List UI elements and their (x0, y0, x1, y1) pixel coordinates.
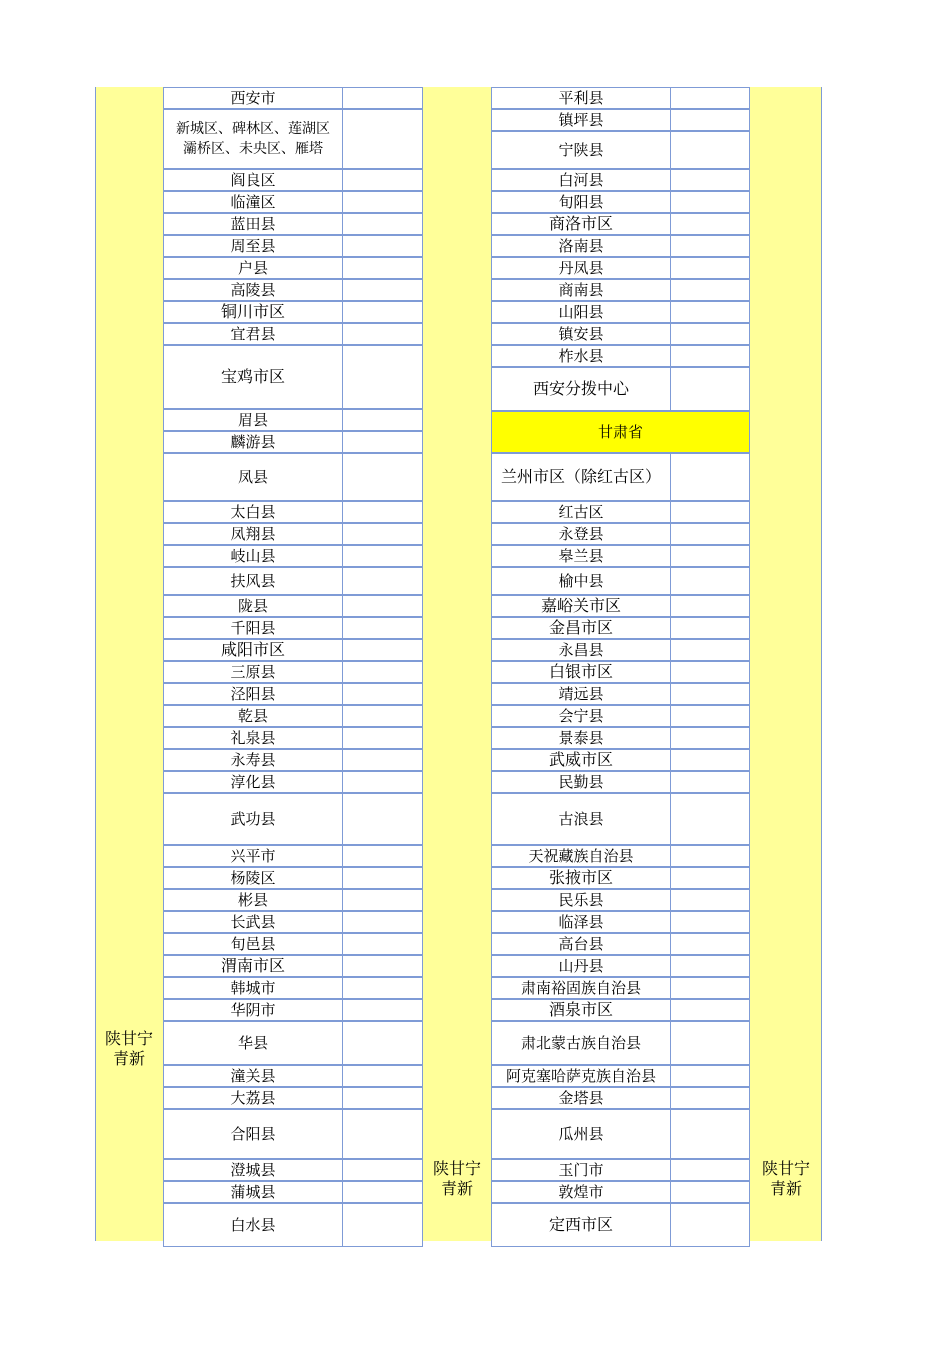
area-extra-cell (343, 1022, 423, 1064)
area-extra-cell (671, 1000, 750, 1020)
area-name: 周至县 (163, 236, 343, 256)
area-name: 会宁县 (491, 706, 671, 726)
area-extra-cell (671, 1204, 750, 1246)
area-extra-cell (671, 1022, 750, 1064)
area-extra-cell (671, 502, 750, 522)
table-row (491, 999, 750, 1021)
province-header (491, 411, 750, 453)
area-extra-cell (343, 640, 423, 660)
table-row (491, 169, 750, 191)
area-extra-cell (343, 596, 423, 616)
area-extra-cell (671, 706, 750, 726)
area-extra-cell (343, 454, 423, 500)
table-row (163, 639, 423, 661)
area-extra-cell (343, 1088, 423, 1108)
area-name: 酒泉市区 (491, 1000, 671, 1020)
area-extra-cell (671, 890, 750, 910)
area-name: 阎良区 (163, 170, 343, 190)
area-extra-cell (671, 568, 750, 594)
area-name: 阿克塞哈萨克族自治县 (491, 1066, 671, 1086)
area-extra-cell (671, 258, 750, 278)
area-name: 旬阳县 (491, 192, 671, 212)
region-label-middle: 陕甘宁 青新 (432, 1159, 481, 1198)
table-row (491, 345, 750, 367)
table-row (491, 749, 750, 771)
table-row (491, 131, 750, 169)
table-row (491, 867, 750, 889)
area-name: 凤县 (163, 454, 343, 500)
area-extra-cell (343, 684, 423, 704)
area-extra-cell (343, 302, 423, 322)
area-extra-cell (343, 706, 423, 726)
area-name: 兴平市 (163, 846, 343, 866)
table-row (491, 257, 750, 279)
table-row (491, 1159, 750, 1181)
area-name: 泾阳县 (163, 684, 343, 704)
area-name: 丹凤县 (491, 258, 671, 278)
area-name: 民乐县 (491, 890, 671, 910)
table-row (491, 545, 750, 567)
area-name: 乾县 (163, 706, 343, 726)
right-column (491, 87, 750, 1241)
area-name: 武功县 (163, 794, 343, 844)
area-name: 镇安县 (491, 324, 671, 344)
area-extra-cell (343, 846, 423, 866)
table-row (163, 617, 423, 639)
area-name: 宜君县 (163, 324, 343, 344)
table-row (491, 109, 750, 131)
table-row (163, 999, 423, 1021)
table-row (491, 87, 750, 109)
area-extra-cell (671, 302, 750, 322)
area-extra-cell (343, 1182, 423, 1202)
area-name: 澄城县 (163, 1160, 343, 1180)
area-extra-cell (343, 662, 423, 682)
area-name: 民勤县 (491, 772, 671, 792)
area-name: 白水县 (163, 1204, 343, 1246)
area-extra-cell (343, 934, 423, 954)
area-name: 商洛市区 (491, 214, 671, 234)
area-name: 华阴市 (163, 1000, 343, 1020)
area-name: 红古区 (491, 502, 671, 522)
area-extra-cell (343, 1066, 423, 1086)
area-extra-cell (671, 214, 750, 234)
area-name: 彬县 (163, 890, 343, 910)
table-row (491, 683, 750, 705)
area-name: 敦煌市 (491, 1182, 671, 1202)
area-extra-cell (671, 956, 750, 976)
table-row (163, 109, 423, 169)
area-extra-cell (343, 236, 423, 256)
area-extra-cell (671, 868, 750, 888)
area-extra-cell (671, 618, 750, 638)
table-row (491, 1087, 750, 1109)
table-row (491, 595, 750, 617)
table-row (163, 213, 423, 235)
area-name: 潼关县 (163, 1066, 343, 1086)
table-row (491, 617, 750, 639)
table-row (163, 453, 423, 501)
area-extra-cell (343, 568, 423, 594)
area-extra-cell (671, 772, 750, 792)
area-name: 麟游县 (163, 432, 343, 452)
area-extra-cell (671, 1066, 750, 1086)
area-extra-cell (343, 618, 423, 638)
area-name: 咸阳市区 (163, 640, 343, 660)
area-extra-cell (343, 1204, 423, 1246)
area-name: 凤翔县 (163, 524, 343, 544)
area-name: 临泽县 (491, 912, 671, 932)
area-extra-cell (671, 280, 750, 300)
area-name: 杨陵区 (163, 868, 343, 888)
table-row (163, 257, 423, 279)
area-name: 岐山县 (163, 546, 343, 566)
area-name: 兰州市区（除红古区） (491, 454, 671, 500)
table-row (491, 639, 750, 661)
table-row (163, 169, 423, 191)
area-extra-cell (343, 728, 423, 748)
area-name: 嘉峪关市区 (491, 596, 671, 616)
area-extra-cell (671, 912, 750, 932)
table-row (163, 1065, 423, 1087)
area-extra-cell (343, 214, 423, 234)
area-name: 渭南市区 (163, 956, 343, 976)
table-row (163, 683, 423, 705)
area-extra-cell (343, 1000, 423, 1020)
region-band-middle (423, 87, 491, 1241)
area-extra-cell (343, 772, 423, 792)
area-name: 肃北蒙古族自治县 (491, 1022, 671, 1064)
area-extra-cell (671, 454, 750, 500)
table-row (163, 595, 423, 617)
table-row (163, 955, 423, 977)
table-row (163, 977, 423, 999)
table-row (491, 191, 750, 213)
table-row (491, 567, 750, 595)
area-extra-cell (343, 432, 423, 452)
table-row (163, 1021, 423, 1065)
table-row (163, 889, 423, 911)
area-name: 宝鸡市区 (163, 346, 343, 408)
area-extra-cell (671, 1160, 750, 1180)
table-row (163, 727, 423, 749)
area-name: 天祝藏族自治县 (491, 846, 671, 866)
table-row (163, 323, 423, 345)
area-name: 旬邑县 (163, 934, 343, 954)
area-name: 太白县 (163, 502, 343, 522)
table-row (163, 1181, 423, 1203)
area-extra-cell (343, 192, 423, 212)
area-name: 古浪县 (491, 794, 671, 844)
area-extra-cell (343, 280, 423, 300)
table-row (163, 567, 423, 595)
area-name: 大荔县 (163, 1088, 343, 1108)
table-row (491, 323, 750, 345)
area-name: 白河县 (491, 170, 671, 190)
table-row (163, 235, 423, 257)
area-extra-cell (671, 236, 750, 256)
area-extra-cell (671, 546, 750, 566)
area-name: 皋兰县 (491, 546, 671, 566)
area-extra-cell (671, 662, 750, 682)
area-extra-cell (671, 846, 750, 866)
area-name: 张掖市区 (491, 868, 671, 888)
area-name: 户县 (163, 258, 343, 278)
area-name: 永寿县 (163, 750, 343, 770)
area-extra-cell (671, 110, 750, 130)
area-name: 长武县 (163, 912, 343, 932)
area-name: 白银市区 (491, 662, 671, 682)
table-row (163, 749, 423, 771)
area-name: 铜川市区 (163, 302, 343, 322)
table-row (491, 771, 750, 793)
area-name: 肃南裕固族自治县 (491, 978, 671, 998)
area-name: 临潼区 (163, 192, 343, 212)
region-table (95, 87, 822, 1241)
area-name: 陇县 (163, 596, 343, 616)
table-row (491, 661, 750, 683)
area-extra-cell (671, 88, 750, 108)
area-extra-cell (671, 170, 750, 190)
table-row (491, 1203, 750, 1247)
table-row (491, 523, 750, 545)
area-name: 西安分拨中心 (491, 368, 671, 410)
table-row (163, 431, 423, 453)
table-row (491, 727, 750, 749)
area-name: 商南县 (491, 280, 671, 300)
table-row (491, 367, 750, 411)
area-extra-cell (343, 502, 423, 522)
table-row (491, 1021, 750, 1065)
area-name: 洛南县 (491, 236, 671, 256)
table-row (491, 213, 750, 235)
area-name: 礼泉县 (163, 728, 343, 748)
province-name: 甘肃省 (491, 412, 750, 452)
table-row (163, 845, 423, 867)
area-extra-cell (671, 640, 750, 660)
table-row (163, 933, 423, 955)
area-extra-cell (343, 110, 423, 168)
area-name: 千阳县 (163, 618, 343, 638)
table-row (163, 1109, 423, 1159)
area-extra-cell (343, 346, 423, 408)
area-name: 定西市区 (491, 1204, 671, 1246)
area-extra-cell (671, 368, 750, 410)
area-extra-cell (671, 750, 750, 770)
table-row (491, 933, 750, 955)
table-row (163, 1087, 423, 1109)
table-row (163, 661, 423, 683)
table-row (491, 235, 750, 257)
area-name: 瓜州县 (491, 1110, 671, 1158)
area-extra-cell (343, 546, 423, 566)
area-name: 眉县 (163, 410, 343, 430)
area-extra-cell (671, 346, 750, 366)
area-name: 金塔县 (491, 1088, 671, 1108)
area-extra-cell (343, 258, 423, 278)
table-row (491, 1065, 750, 1087)
area-extra-cell (343, 978, 423, 998)
area-name: 韩城市 (163, 978, 343, 998)
table-row (491, 501, 750, 523)
area-name: 淳化县 (163, 772, 343, 792)
area-extra-cell (343, 410, 423, 430)
area-name: 三原县 (163, 662, 343, 682)
area-extra-cell (343, 524, 423, 544)
area-name: 镇坪县 (491, 110, 671, 130)
area-extra-cell (343, 1160, 423, 1180)
area-name: 靖远县 (491, 684, 671, 704)
table-row (491, 705, 750, 727)
area-name: 宁陕县 (491, 132, 671, 168)
area-extra-cell (671, 192, 750, 212)
outer-border-right (821, 87, 822, 1241)
table-row (491, 911, 750, 933)
area-name: 榆中县 (491, 568, 671, 594)
table-row (491, 889, 750, 911)
area-extra-cell (671, 324, 750, 344)
table-row (491, 1181, 750, 1203)
area-name: 永登县 (491, 524, 671, 544)
area-extra-cell (671, 524, 750, 544)
area-extra-cell (671, 684, 750, 704)
region-band-left (95, 87, 163, 1241)
area-name: 山阳县 (491, 302, 671, 322)
table-row (163, 867, 423, 889)
area-name: 柞水县 (491, 346, 671, 366)
region-label-left: 陕甘宁 青新 (104, 1029, 153, 1068)
area-extra-cell (671, 934, 750, 954)
area-extra-cell (671, 1088, 750, 1108)
area-name: 扶风县 (163, 568, 343, 594)
table-row (163, 501, 423, 523)
area-extra-cell (343, 890, 423, 910)
table-row (491, 845, 750, 867)
area-name: 华县 (163, 1022, 343, 1064)
area-extra-cell (671, 978, 750, 998)
area-name: 高台县 (491, 934, 671, 954)
table-row (163, 191, 423, 213)
area-name: 合阳县 (163, 1110, 343, 1158)
area-name: 平利县 (491, 88, 671, 108)
area-name: 蒲城县 (163, 1182, 343, 1202)
table-row (163, 279, 423, 301)
table-row (163, 1159, 423, 1181)
area-name: 永昌县 (491, 640, 671, 660)
table-row (163, 705, 423, 727)
area-name: 山丹县 (491, 956, 671, 976)
area-name: 新城区、碑林区、莲湖区 灞桥区、未央区、雁塔 (163, 110, 343, 168)
area-extra-cell (343, 750, 423, 770)
area-extra-cell (671, 596, 750, 616)
area-extra-cell (671, 728, 750, 748)
area-extra-cell (671, 1110, 750, 1158)
table-row (491, 301, 750, 323)
table-row (163, 87, 423, 109)
area-extra-cell (343, 956, 423, 976)
area-extra-cell (343, 868, 423, 888)
area-name: 蓝田县 (163, 214, 343, 234)
area-extra-cell (671, 1182, 750, 1202)
area-name: 景泰县 (491, 728, 671, 748)
table-row (163, 911, 423, 933)
area-extra-cell (343, 912, 423, 932)
table-row (491, 1109, 750, 1159)
area-extra-cell (671, 794, 750, 844)
region-band-right (750, 87, 822, 1241)
region-label-right: 陕甘宁 青新 (761, 1159, 810, 1198)
table-row (491, 793, 750, 845)
area-extra-cell (343, 88, 423, 108)
table-row (491, 977, 750, 999)
area-extra-cell (343, 794, 423, 844)
area-extra-cell (671, 132, 750, 168)
area-name: 高陵县 (163, 280, 343, 300)
table-row (491, 955, 750, 977)
table-row (491, 453, 750, 501)
table-row (163, 301, 423, 323)
table-row (163, 345, 423, 409)
left-column (163, 87, 423, 1241)
area-extra-cell (343, 324, 423, 344)
table-row (163, 545, 423, 567)
area-name: 金昌市区 (491, 618, 671, 638)
table-row (163, 409, 423, 431)
area-name: 西安市 (163, 88, 343, 108)
area-extra-cell (343, 170, 423, 190)
table-row (491, 279, 750, 301)
table-row (163, 771, 423, 793)
table-row (163, 793, 423, 845)
table-row (163, 1203, 423, 1247)
area-name: 玉门市 (491, 1160, 671, 1180)
area-extra-cell (343, 1110, 423, 1158)
table-row (163, 523, 423, 545)
outer-border-left (95, 87, 96, 1241)
area-name: 武威市区 (491, 750, 671, 770)
